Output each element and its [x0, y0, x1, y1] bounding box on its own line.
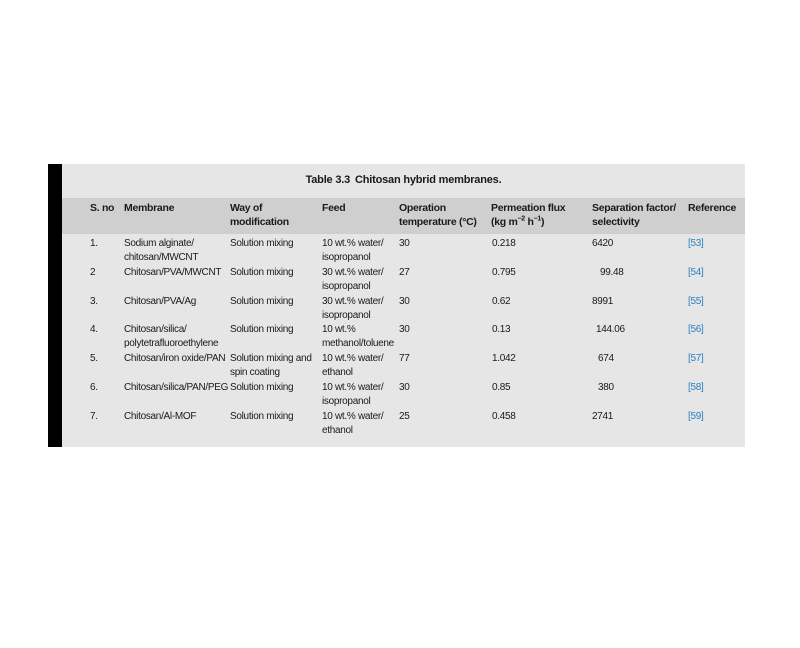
cell-temperature: 77: [399, 353, 410, 364]
cell-reference[interactable]: [59]: [688, 411, 704, 422]
header-feed: Feed: [322, 202, 346, 214]
cell-reference[interactable]: [58]: [688, 382, 704, 393]
cell-reference[interactable]: [56]: [688, 324, 704, 335]
cell-temperature: 30: [399, 324, 410, 335]
cell-separation: 6420: [592, 238, 614, 249]
cell-way: Solution mixing: [230, 296, 294, 307]
cell-temperature: 30: [399, 296, 410, 307]
header-temperature: Operation temperature (°C): [399, 202, 477, 228]
table-panel: [48, 164, 745, 447]
cell-membrane: Chitosan/iron oxide/PAN: [124, 353, 226, 364]
cell-feed: 30 wt.% water/ isopropanol: [322, 296, 384, 321]
cell-membrane: Chitosan/PVA/Ag: [124, 296, 197, 307]
cell-temperature: 27: [399, 267, 410, 278]
header-separation: Separation factor/ selectivity: [592, 202, 676, 228]
header-sno: S. no: [90, 202, 115, 214]
cell-temperature: 25: [399, 411, 410, 422]
cell-separation: 2741: [592, 411, 614, 422]
cell-sno: 4.: [90, 324, 98, 335]
cell-temperature: 30: [399, 382, 410, 393]
cell-separation: 674: [598, 353, 614, 364]
cell-separation: 144.06: [596, 324, 625, 335]
cell-flux: 0.13: [492, 324, 511, 335]
table-header-row: [62, 198, 745, 234]
cell-way: Solution mixing: [230, 324, 294, 335]
cell-way: Solution mixing: [230, 267, 294, 278]
cell-flux: 0.85: [492, 382, 511, 393]
cell-membrane: Chitosan/silica/PAN/PEG: [124, 382, 229, 393]
cell-membrane: Chitosan/Al-MOF: [124, 411, 197, 422]
caption-title: Chitosan hybrid membranes.: [355, 174, 502, 186]
cell-feed: 10 wt.% water/ isopropanol: [322, 238, 384, 263]
cell-membrane: Chitosan/PVA/MWCNT: [124, 267, 222, 278]
cell-membrane: Chitosan/silica/ polytetrafluoroethylene: [124, 324, 219, 349]
left-accent-bar: [48, 164, 62, 447]
cell-flux: 0.458: [492, 411, 516, 422]
cell-separation: 8991: [592, 296, 614, 307]
cell-temperature: 30: [399, 238, 410, 249]
cell-flux: 0.795: [492, 267, 516, 278]
cell-reference[interactable]: [55]: [688, 296, 704, 307]
cell-sno: 6.: [90, 382, 98, 393]
header-way: Way of modification: [230, 202, 289, 228]
table-caption: [62, 174, 745, 186]
cell-sno: 3.: [90, 296, 98, 307]
header-flux: Permeation flux (kg $m^{-2}$ $h^{-1}$): [491, 202, 566, 228]
cell-way: Solution mixing: [230, 411, 294, 422]
cell-reference[interactable]: [57]: [688, 353, 704, 364]
cell-separation: 99.48: [600, 267, 624, 278]
cell-feed: 10 wt.% methanol/toluene: [322, 324, 394, 349]
cell-flux: 0.62: [492, 296, 511, 307]
cell-separation: 380: [598, 382, 614, 393]
cell-flux: 1.042: [492, 353, 516, 364]
caption-number: Table 3.3: [305, 174, 351, 186]
cell-feed: 30 wt.% water/ isopropanol: [322, 267, 384, 292]
cell-membrane: Sodium alginate/ chitosan/MWCNT: [124, 238, 199, 263]
cell-feed: 10 wt.% water/ ethanol: [322, 353, 384, 378]
cell-sno: 5.: [90, 353, 98, 364]
cell-reference[interactable]: [53]: [688, 238, 704, 249]
cell-way: Solution mixing and spin coating: [230, 353, 312, 378]
cell-sno: 7.: [90, 411, 98, 422]
cell-way: Solution mixing: [230, 238, 294, 249]
header-reference: Reference: [688, 202, 737, 214]
cell-way: Solution mixing: [230, 382, 294, 393]
cell-feed: 10 wt.% water/ isopropanol: [322, 382, 384, 407]
cell-sno: 2: [90, 267, 96, 278]
cell-sno: 1.: [90, 238, 98, 249]
header-membrane: Membrane: [124, 202, 175, 214]
cell-reference[interactable]: [54]: [688, 267, 704, 278]
cell-feed: 10 wt.% water/ ethanol: [322, 411, 384, 436]
cell-flux: 0.218: [492, 238, 516, 249]
